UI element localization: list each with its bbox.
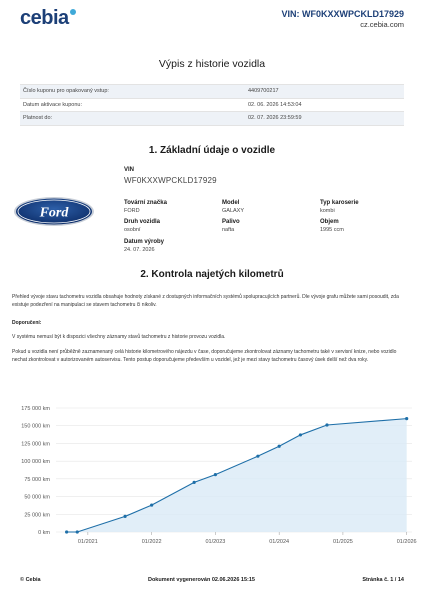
y-tick-label: 0 km (38, 530, 50, 536)
svg-text:Ford: Ford (39, 205, 69, 221)
production-date-label: Datum výroby (124, 239, 165, 245)
logo-dot-icon (70, 9, 76, 15)
y-tick-label: 175 000 km (21, 406, 50, 412)
vehicle-kind-value: osobní (124, 227, 141, 233)
production-date-field (124, 239, 164, 254)
volume-label: Objem (320, 219, 339, 225)
model-field (222, 200, 244, 215)
ford-logo (13, 196, 95, 227)
y-tick-label: 50 000 km (24, 494, 50, 501)
footer-page-number: Stránka č. 1 / 14 (362, 577, 404, 583)
manufacturer-value: FORD (124, 208, 140, 214)
y-tick-label: 150 000 km (21, 423, 50, 430)
x-tick-label: 01/2026 (396, 539, 417, 545)
body-type-label: Typ karoserie (320, 200, 359, 206)
footer-copyright: © Cebia (20, 577, 41, 583)
table-row (20, 112, 404, 126)
coupon-info-table (20, 84, 404, 126)
footer-generated: Dokument vygenerován 02.06.2026 15:15 (147, 577, 255, 583)
data-point (123, 515, 126, 518)
y-tick-label: 25 000 km (24, 512, 50, 519)
x-tick-label: 01/2022 (141, 539, 162, 545)
chart-y-axis (21, 406, 50, 536)
data-point (76, 530, 79, 533)
vehicle-kind-label: Druh vozidla (124, 219, 161, 225)
vin-label: VIN (124, 167, 135, 173)
header-site: cz.cebia.com (360, 20, 404, 29)
data-point (65, 530, 68, 533)
data-point (299, 433, 302, 436)
volume-field (320, 219, 344, 234)
mileage-intro-text: Přehled vývoje stavu tachometru vozidla obsahuje hodnoty získané z dostupných informačních systémů spolupracujících partnerů. Dle vývoje grafu můžete sami posoudit, zda existuje podezření na manipulaci se stavem tachometru či nikoliv. (12, 294, 399, 308)
data-point (405, 417, 408, 420)
header-vin: VIN: WF0KXXWPCKLD17929 (281, 9, 404, 19)
logo-text: cebia (20, 7, 69, 29)
mileage-chart (0, 398, 424, 548)
vin-value: WF0KXXWPCKLD17929 (124, 176, 217, 185)
data-point (256, 455, 259, 458)
recommendation-label: Doporučení: (12, 320, 42, 326)
recommendation-detail-text: Pokud u vozidla není průběžně zaznamenaný celá historie kilometrového nájezdu v čase, doporučujeme zkontrolovat záznamy tachometru také v servisní knize, nebo vozidlo nechat zkontrolovat v autorizovaném autoservisu. Tento postup doporučujeme především u vozidel, jež je mezi stavy tachometru časový úsek delší než dva roky. (12, 349, 397, 363)
body-type-value: kombi (320, 208, 335, 214)
data-point (150, 503, 153, 506)
activation-date-value: 02. 06. 2026 14:53:04 (248, 101, 302, 108)
fuel-label: Palivo (222, 219, 240, 225)
page-footer (20, 577, 404, 587)
vehicle-kind-field (124, 219, 160, 234)
data-point (325, 423, 328, 426)
y-tick-label: 125 000 km (21, 441, 50, 448)
cebia-logo (20, 8, 76, 28)
recommendation-text: V systému nemusí být k dispozici všechny záznamy stavů tachometru z historie provozu vozidla. (12, 334, 226, 340)
x-tick-label: 01/2024 (269, 539, 290, 545)
x-tick-label: 01/2021 (77, 539, 98, 545)
valid-until-label: Platnost do: (23, 115, 53, 122)
section-basic-info-title: 1. Základní údaje o vozidle (148, 145, 276, 156)
data-point (214, 473, 217, 476)
table-row (20, 85, 404, 99)
production-date-value: 24. 07. 2026 (124, 247, 155, 253)
x-tick-label: 01/2023 (205, 539, 226, 545)
data-point (278, 445, 281, 448)
section-mileage-title: 2. Kontrola najetých kilometrů (140, 269, 284, 280)
chart-area (67, 419, 407, 532)
fuel-field (222, 219, 240, 234)
header-info (281, 8, 404, 30)
page-title: Výpis z historie vozidla (158, 58, 266, 70)
valid-until-value: 02. 07. 2026 23:59:59 (248, 115, 302, 122)
fuel-value: nafta (222, 227, 235, 233)
model-value: GALAXY (222, 208, 245, 214)
x-tick-label: 01/2025 (332, 539, 353, 545)
y-tick-label: 100 000 km (21, 459, 50, 466)
data-point (193, 481, 196, 484)
y-tick-label: 75 000 km (24, 476, 50, 483)
activation-date-label: Datum aktivace kuponu: (23, 101, 83, 108)
chart-x-axis (78, 539, 417, 545)
table-row (20, 99, 404, 113)
model-label: Model (222, 200, 240, 206)
coupon-number-value: 4409700217 (248, 88, 279, 95)
mileage-area (67, 419, 407, 532)
page-header (0, 0, 424, 36)
manufacturer-field (124, 200, 167, 215)
volume-value: 1995 ccm (320, 227, 344, 233)
body-type-field (320, 200, 359, 215)
coupon-number-label: Číslo kuponu pro opakovaný vstup: (23, 88, 109, 95)
manufacturer-label: Tovární značka (124, 200, 167, 206)
